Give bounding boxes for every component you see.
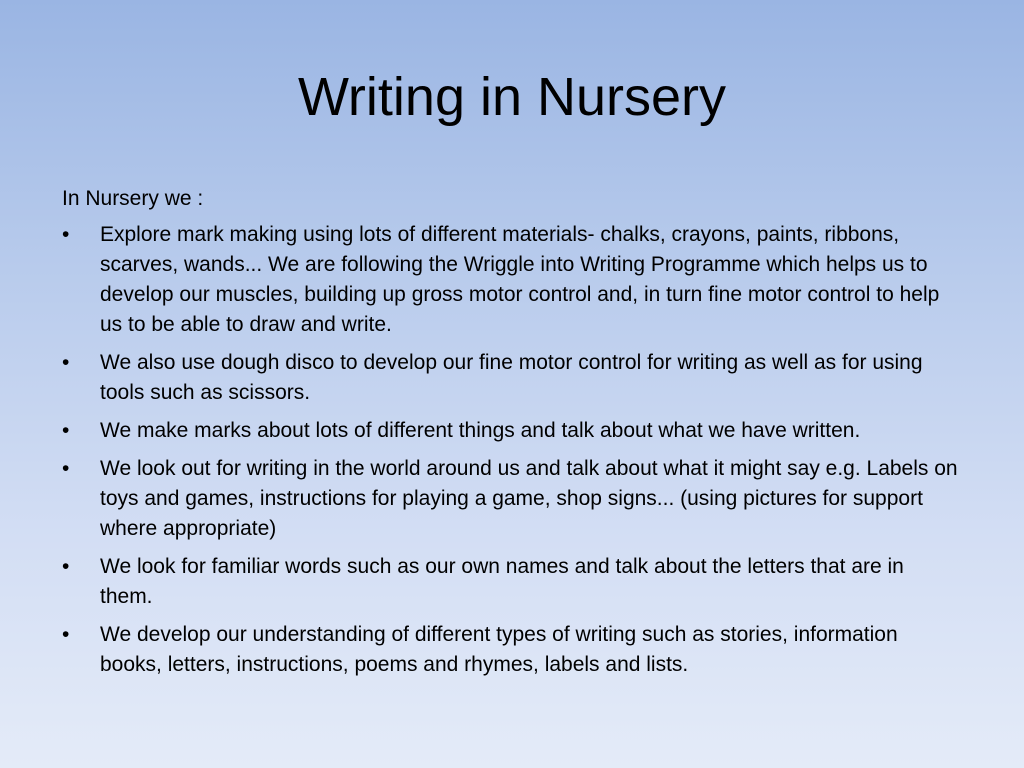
slide-title: Writing in Nursery — [297, 67, 727, 127]
intro-text: In Nursery we : — [62, 187, 204, 210]
bullet-icon: • — [62, 457, 70, 480]
bullet-text: We look out for writing in the world around us and talk about what it might say e.g. Labels on toys and games, instructions for playing a game, shop signs... (using pictures for support where appropriate) — [100, 457, 958, 540]
bullet-icon: • — [62, 623, 70, 646]
bullet-item — [62, 552, 962, 612]
bullet-text: Explore mark making using lots of different materials- chalks, crayons, paints, ribbons, scarves, wands... We are following the Wriggle into Writing Programme which helps us to develop our muscles, building up gross motor control and, in turn fine motor control to help us to be able to draw and write. — [100, 223, 940, 336]
bullet-item — [62, 416, 962, 446]
bullet-icon: • — [62, 555, 70, 578]
slide-body — [62, 184, 962, 688]
bullet-icon: • — [62, 351, 70, 374]
bullet-list — [62, 220, 962, 680]
bullet-item — [62, 454, 962, 544]
bullet-item — [62, 348, 962, 408]
bullet-text: We look for familiar words such as our own names and talk about the letters that are in them. — [100, 555, 904, 608]
bullet-text: We develop our understanding of different types of writing such as stories, information books, letters, instructions, poems and rhymes, labels and lists. — [100, 623, 898, 676]
bullet-icon: • — [62, 223, 70, 246]
bullet-icon: • — [62, 419, 70, 442]
bullet-text: We also use dough disco to develop our fine motor control for writing as well as for using tools such as scissors. — [100, 351, 923, 404]
bullet-text: We make marks about lots of different things and talk about what we have written. — [100, 419, 861, 442]
bullet-item — [62, 220, 962, 340]
bullet-item — [62, 620, 962, 680]
